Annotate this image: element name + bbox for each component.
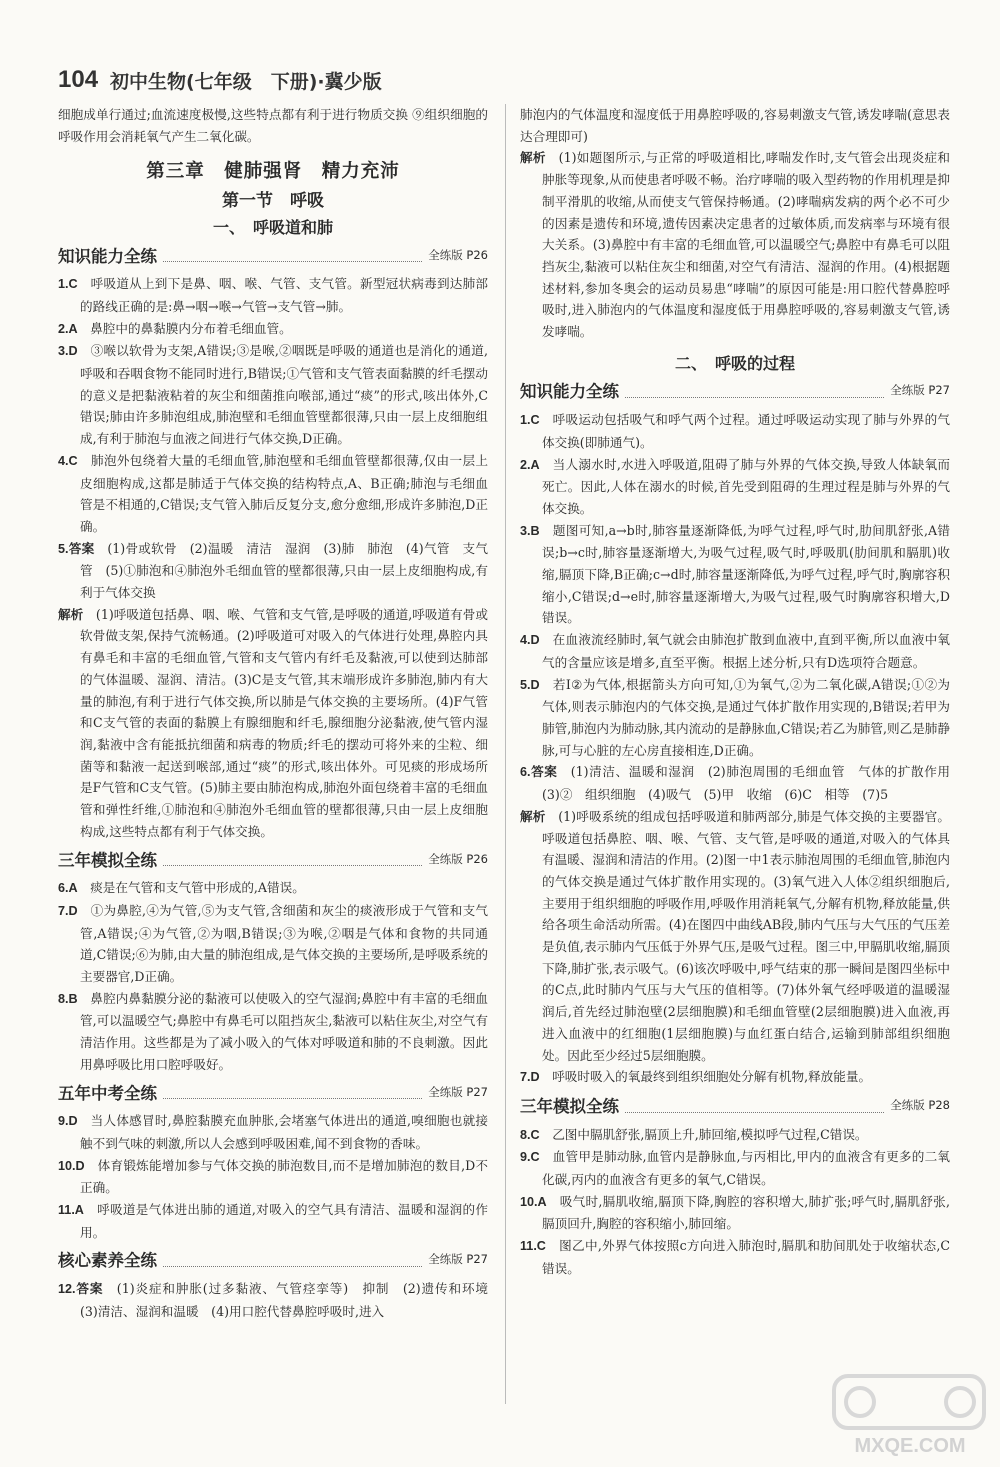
answer-entry bbox=[520, 674, 950, 762]
answer-entry bbox=[58, 877, 488, 900]
entry-number: 10.A bbox=[520, 1194, 547, 1209]
answer-entry bbox=[58, 1199, 488, 1243]
entry-number: 1.C bbox=[520, 413, 540, 428]
dotted-leader bbox=[163, 261, 422, 262]
block-header bbox=[58, 1249, 488, 1272]
dotted-leader bbox=[625, 1112, 884, 1113]
entry-text: 体育锻炼能增加参与气体交换的肺泡数目,而不是增加肺泡的数目,D不正确。 bbox=[80, 1157, 488, 1196]
entry-number: 6.答案 bbox=[520, 765, 558, 780]
answer-entry bbox=[58, 318, 488, 341]
left-column bbox=[58, 104, 501, 1323]
chapter-title: 第三章 健肺强肾 精力充沛 bbox=[146, 161, 400, 183]
block-header bbox=[520, 1095, 950, 1118]
answer-entry bbox=[58, 538, 488, 604]
answer-entry bbox=[520, 520, 950, 630]
block-title: 三年模拟全练 bbox=[58, 850, 157, 870]
entry-number: 3.D bbox=[58, 344, 78, 359]
entry-text: 鼻腔中的鼻黏膜内分布着毛细血管。 bbox=[90, 320, 292, 336]
entry-number: 11.A bbox=[58, 1203, 84, 1218]
entry-number: 9.D bbox=[58, 1114, 78, 1129]
entry-number: 7.D bbox=[520, 1070, 540, 1085]
entry-text: 鼻腔内鼻黏膜分泌的黏液可以使吸入的空气湿润;鼻腔中有丰富的毛细血管,可以温暖空气;鼻腔中有鼻毛可以阻挡灰尘,黏液可以粘住灰尘,对空气有清洁作用。这些都是为了减小吸入的气体对呼吸道和肺的不良刺激。因此用鼻呼吸比用口腔呼吸好。 bbox=[80, 990, 489, 1072]
entry-text: 若I②为气体,根据箭头方向可知,①为氧气,②为二氧化碳,A错误;①②为气体,则表示肺泡内的气体交换,是通过气体扩散作用实现的,B错误;若甲为肺管,肺泡内为肺动脉,其内流动的是静脉血,C错误;若乙为肺管,则乙是肺静脉,可与心脏的左心房直接相连,D正确。 bbox=[542, 676, 950, 758]
entry-text: 吸气时,膈肌收缩,膈顶下降,胸腔的容积增大,肺扩张;呼气时,膈肌舒张,膈顶回升,胸腔的容积缩小,肺回缩。 bbox=[542, 1193, 951, 1232]
answer-entry bbox=[58, 988, 488, 1076]
answer-entry bbox=[520, 1191, 950, 1235]
answer-entry bbox=[58, 1110, 488, 1154]
page-reference: 全练版 P26 bbox=[428, 247, 488, 262]
left-exercise-blocks bbox=[58, 245, 501, 1323]
entry-text: 血管甲是肺动脉,血管内是静脉血,与丙相比,甲内的血液含有更多的二氧化碳,丙内的血液含有更多的氧气,C错误。 bbox=[542, 1149, 950, 1188]
subsection-title-2: 二、 呼吸的过程 bbox=[674, 353, 795, 373]
entry-number: 3.B bbox=[520, 523, 540, 538]
entry-number: 1.C bbox=[58, 277, 78, 292]
answer-entry bbox=[58, 1155, 488, 1199]
entry-number: 7.D bbox=[58, 903, 78, 918]
continuation-text: 肺泡内的气体温度和湿度低于用鼻腔呼吸的,容易刺激支气管,诱发哮喘(意思表达合理即可) bbox=[520, 107, 950, 144]
subsection-title: 一、 呼吸道和肺 bbox=[212, 217, 333, 237]
entry-number: 9.C bbox=[520, 1150, 540, 1165]
entry-number: 2.A bbox=[58, 321, 78, 336]
page-reference: 全练版 P28 bbox=[890, 1097, 950, 1112]
entry-number: 5.D bbox=[520, 677, 540, 692]
answer-entry bbox=[520, 629, 950, 673]
entry-number: 12.答案 bbox=[58, 1282, 104, 1297]
answer-entry bbox=[58, 604, 488, 843]
entry-text: (1)呼吸系统的组成包括呼吸道和肺两部分,肺是气体交换的主要器官。呼吸道包括鼻腔、咽、喉、气管、支气管,是呼吸的通道,对吸入的气体具有温暖、湿润和清洁的作用。(2)图一中1表示肺泡周围的毛细血管,肺泡内的气体交换是通过气体扩散作用实现的。(3)氧气进入人体②组织细胞后,主要用于组织细胞的呼吸作用,呼吸作用消耗氧气,分解有机物,释放能量,供给各项生命活动所需。(4)在图四中曲线AB段,肺内气压与大气压的气压差是负值,表示肺内气压低于外界气压,是吸气过程。图三中,甲膈肌收缩,膈顶下降,肺扩张,表示吸气。(6)该次呼吸中,呼气结束的那一瞬间是图四坐标中的C点,此时肺内气压与大气压的值相等。(7)体外氧气经呼吸道的温暖湿润后,首先经过肺泡壁(2层细胞膜)和毛细血管壁(2层细胞膜)进入血液,再进入血液中的红细胞(1层细胞膜)与血红蛋白结合,运输到肺部组织细胞处。因此至少经过5层细胞膜。 bbox=[542, 808, 950, 1063]
entry-text: (1)骨或软骨 (2)温暖 清洁 湿润 (3)肺 肺泡 (4)气管 支气管 (5)①肺泡和④肺泡外毛细血管的壁都很薄,只由一层上皮细胞构成,有利于气体交换 bbox=[80, 540, 488, 601]
block-header bbox=[58, 849, 488, 872]
dotted-leader bbox=[163, 865, 422, 866]
entry-number: 4.C bbox=[58, 453, 78, 468]
block-header bbox=[520, 380, 950, 403]
analysis-entry bbox=[520, 147, 950, 342]
entry-number: 11.C bbox=[520, 1239, 546, 1254]
right-exercise-blocks bbox=[520, 380, 963, 1279]
answer-entry bbox=[58, 1278, 501, 1322]
entry-text: 呼吸运动包括吸气和呼气两个过程。通过呼吸运动实现了肺与外界的气体交换(即肺通气)。 bbox=[542, 412, 951, 450]
entry-text: 乙图中膈肌舒张,膈顶上升,肺回缩,模拟呼气过程,C错误。 bbox=[552, 1126, 868, 1142]
answer-entry bbox=[58, 340, 488, 450]
right-column bbox=[520, 104, 963, 1280]
answer-entry bbox=[520, 409, 950, 453]
page-reference: 全练版 P27 bbox=[890, 383, 950, 398]
answer-entry bbox=[520, 1235, 950, 1279]
watermark-text: MXQE.COM bbox=[854, 1435, 966, 1457]
book-title: 初中生物(七年级 下册)·冀少版 bbox=[110, 70, 382, 93]
entry-text: 题图可知,a→b时,肺容量逐渐降低,为呼气过程,呼气时,肋间肌舒张,A错误;b→c时,肺容量逐渐增大,为吸气过程,吸气时,呼吸肌(肋间肌和膈肌)收缩,膈顶下降,B正确;c→d时,肺容量逐渐降低,为呼气过程,呼气时,胸廓容积缩小,C错误;d→e时,肺容量逐渐增大,为吸气过程,吸气时胸廓容积增大,D错误。 bbox=[542, 522, 951, 626]
entry-text: ①为鼻腔,④为气管,⑤为支气管,含细菌和灰尘的痰液形成于气管和支气管,A错误;④为气管,②为咽,B错误;③为喉,②咽是气体和食物的共同通道,C错误;⑥为肺,由大量的肺泡组成,是气体交换的主要场所,是呼吸系统的主要器官,D正确。 bbox=[80, 902, 488, 985]
entry-number: 8.B bbox=[58, 991, 78, 1006]
entry-number: 8.C bbox=[520, 1127, 540, 1142]
answer-entry bbox=[58, 273, 488, 317]
entry-text: 肺泡外包绕着大量的毛细血管,肺泡壁和毛细血管壁都很薄,仅由一层上皮细胞构成,这都是肺适于气体交换的结构特点,A、B正确;肺泡与毛细血管是不相通的,C错误;支气管入肺后反复分支,愈分愈细,形成许多肺泡,D正确。 bbox=[80, 452, 488, 534]
block-title: 知识能力全练 bbox=[58, 246, 157, 266]
answer-entry bbox=[520, 1146, 950, 1190]
page-reference: 全练版 P27 bbox=[428, 1084, 488, 1099]
block-title: 知识能力全练 bbox=[520, 382, 619, 402]
block-title: 三年模拟全练 bbox=[520, 1096, 619, 1116]
entry-text: (1)呼吸道包括鼻、咽、喉、气管和支气管,是呼吸的通道,呼吸道有骨或软骨做支架,保持气流畅通。(2)呼吸道可对吸入的气体进行处理,鼻腔内具有鼻毛和丰富的毛细血管,气管和支气管内有纤毛及黏液,可以使到达肺部的气体温暖、湿润、清洁。(3)C是支气管,其末端形成许多肺泡,肺内有大量的肺泡,有利于进行气体交换,所以肺是气体交换的主要场所。(4)F气管和C支气管的表面的黏膜上有腺细胞和纤毛,腺细胞分泌黏液,使气管内湿润,黏液中含有能抵抗细菌和病毒的物质;纤毛的摆动可将外来的尘粒、细菌等和黏液一起送到喉部,通过“痰”的形式,咳出体外。可见痰的形成场所是F气管和C支气管。(5)肺主要由肺泡构成,肺泡外面包绕着丰富的毛细血管和弹性纤维,①肺泡和④肺泡外毛细血管的壁都很薄,只由一层上皮细胞构成,这些特点都有利于气体交换。 bbox=[80, 606, 489, 839]
intro-paragraph: 细胞成单行通过;血流速度极慢,这些特点都有利于进行物质交换 ⑨组织细胞的呼吸作用会消耗氧气产生二氧化碳。 bbox=[58, 107, 488, 144]
entry-text: 呼吸道从上到下是鼻、咽、喉、气管、支气管。新型冠状病毒到达肺部的路线正确的是:鼻→咽→喉→气管→支气管→肺。 bbox=[80, 276, 489, 314]
block-title: 核心素养全练 bbox=[58, 1251, 157, 1271]
answer-entry bbox=[520, 1124, 950, 1147]
block-header bbox=[58, 1082, 488, 1105]
entry-text: 呼吸道是气体进出肺的通道,对吸入的空气具有清洁、温暖和湿润的作用。 bbox=[80, 1202, 488, 1240]
entry-number: 4.D bbox=[520, 633, 540, 648]
column-divider bbox=[505, 104, 506, 1404]
entry-text: 痰是在气管和支气管中形成的,A错误。 bbox=[90, 880, 305, 896]
block-header bbox=[58, 245, 488, 268]
entry-number: 6.A bbox=[58, 881, 78, 896]
entry-text: 当人体感冒时,鼻腔黏膜充血肿胀,会堵塞气体进出的通道,嗅细胞也就接触不到气味的刺激,所以人会感到呼吸困难,闻不到食物的香味。 bbox=[80, 1113, 488, 1151]
entry-text: 图乙中,外界气体按照c方向进入肺泡时,膈肌和肋间肌处于收缩状态,C错误。 bbox=[542, 1238, 951, 1276]
entry-number: 解析 bbox=[58, 606, 84, 622]
answer-entry bbox=[520, 454, 950, 520]
entry-text: (1)如题图所示,与正常的呼吸道相比,哮喘发作时,支气管会出现炎症和肿胀等现象,从而使患者呼吸不畅。治疗哮喘的吸入型药物的作用机理是抑制平滑肌的收缩,从而使支气管保持畅通。(2)哮喘病发病的两个必不可少的因素是遗传和环境,遗传因素决定患者的过敏体质,而发病率与环境有很大关系。(3)鼻腔中有丰富的毛细血管,可以温暖空气;鼻腔中有鼻毛可以阻挡灰尘,黏液可以粘住灰尘和细菌,对空气有清洁、湿润的作用。(4)根据题述材料,参加冬奥会的运动员易患“哮喘”的原因可能是:用口腔代替鼻腔呼吸时,进入肺泡内的气体温度和湿度低于用鼻腔呼吸的,容易刺激支气管,诱发哮喘。 bbox=[542, 150, 951, 340]
entry-number: 5.答案 bbox=[58, 541, 95, 556]
entry-number: 解析 bbox=[520, 808, 546, 824]
dotted-leader bbox=[625, 397, 884, 398]
block-title: 五年中考全练 bbox=[58, 1083, 157, 1103]
answer-entry bbox=[520, 761, 963, 805]
entry-text: 当人溺水时,水进入呼吸道,阻碍了肺与外界的气体交换,导致人体缺氧而死亡。因此,人体在溺水的时候,首先受到阻碍的生理过程是肺与外界的气体交换。 bbox=[542, 456, 950, 516]
watermark-logo bbox=[830, 1370, 990, 1460]
answer-entry bbox=[520, 1066, 950, 1089]
answer-entry bbox=[58, 450, 488, 538]
dotted-leader bbox=[163, 1266, 422, 1267]
section-title: 第一节 呼吸 bbox=[222, 191, 324, 212]
answer-entry bbox=[58, 900, 488, 988]
entry-text: (1)炎症和肿胀(过多黏液、气管痉挛等) 抑制 (2)遗传和环境 (3)清洁、湿润和温暖 (4)用口腔代替鼻腔呼吸时,进入 bbox=[80, 1281, 501, 1319]
page-header bbox=[58, 62, 382, 98]
entry-number: 10.D bbox=[58, 1158, 85, 1173]
entry-number: 解析 bbox=[520, 150, 546, 166]
page-reference: 全练版 P26 bbox=[428, 851, 488, 866]
entry-text: (1)清洁、温暖和湿润 (2)肺泡周围的毛细血管 气体的扩散作用 (3)② 组织细胞 (4)吸气 (5)甲 收缩 (6)C 相等 (7)5 bbox=[542, 764, 963, 803]
entry-number: 2.A bbox=[520, 457, 540, 472]
answer-entry bbox=[520, 806, 950, 1066]
page-number: 104 bbox=[58, 66, 99, 93]
dotted-leader bbox=[163, 1098, 422, 1099]
page-reference: 全练版 P27 bbox=[428, 1252, 488, 1267]
entry-text: 呼吸时吸入的氧最终到组织细胞处分解有机物,释放能量。 bbox=[552, 1069, 872, 1085]
entry-text: ③喉以软骨为支架,A错误;③是喉,②咽既是呼吸的通道也是消化的通道,呼吸和吞咽食物不能同时进行,B错误;①气管和支气管表面黏膜的纤毛摆动的意义是把黏液粘着的灰尘和细菌推向喉部,通过“痰”的形式,咳出体外,C错误;肺由许多肺泡组成,肺泡壁和毛细血管壁都很薄,只由一层上皮细胞组成,有利于肺泡与血液之间进行气体交换,D正确。 bbox=[80, 343, 489, 447]
entry-text: 在血液流经肺时,氧气就会由肺泡扩散到血液中,直到平衡,所以血液中氧气的含量应该是增多,直至平衡。根据上述分析,只有D选项符合题意。 bbox=[542, 632, 950, 670]
